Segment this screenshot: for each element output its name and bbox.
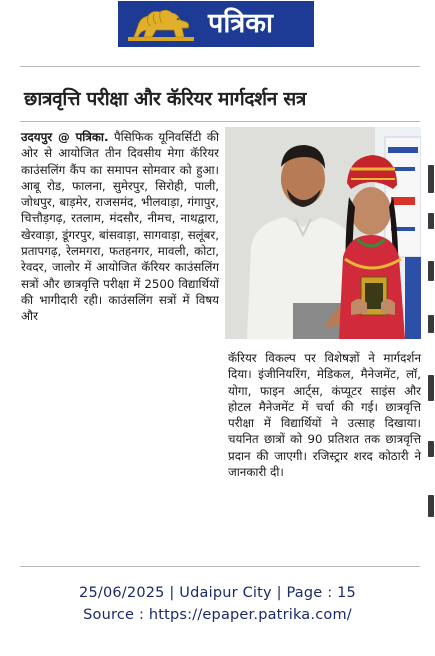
adjacent-page-edge — [428, 165, 435, 555]
article-dateline: उदयपुर @ पत्रिका. — [21, 130, 109, 144]
footer-publication-info: 25/06/2025 | Udaipur City | Page : 15 — [79, 585, 356, 601]
divider-bottom — [20, 566, 420, 567]
masthead-logo — [118, 1, 314, 47]
brand-name: पत्रिका — [208, 8, 273, 39]
article-body-col1: पैसिफिक यूनिवर्सिटी की ओर से आयोजित तीन दिवसीय मेगा कॅरियर काउंसलिंग कैंप का समापन सोमवार को हुआ। आबू रोड, फालना, सुमेरपुर, सिरोही, पाली, जोधपुर, बाड़मेर, राजसमंद, भीलवाड़ा, गंगापुर, चित्तौड़गढ़, रतलाम, मंदसौर, नीमच, नाथद्वारा, खेरवाड़ा, डूंगरपुर, बांसवाड़ा, सागवाड़ा, सलूंबर, प्रतापगढ़, रेलमगरा, फतहनगर, मावली, कोटा, रेवदर, जालोर में आयोजित कॅरियर काउंसलिंग सत्रों और छात्रवृत्ति परीक्षा में 2500 विद्यार्थियों की भागीदारी रही। काउंसलिंग सत्रों में विषय और — [21, 130, 219, 324]
divider-top — [20, 66, 420, 67]
article-headline: छात्रवृत्ति परीक्षा और कॅरियर मार्गदर्शन सत्र — [24, 88, 307, 110]
footer-source: Source : https://epaper.patrika.com/ — [83, 607, 352, 623]
article-photo — [225, 127, 421, 339]
lion-emblem-icon — [126, 4, 196, 44]
article-column-2 — [228, 350, 421, 480]
divider-under-headline — [20, 121, 420, 122]
article-body-col2: कॅरियर विकल्प पर विशेषज्ञों ने मार्गदर्शन दिया। इंजीनियरिंग, मेडिकल, मैनेजमेंट, लॉ, योगा, फाइन आर्ट्स, कंप्यूटर साइंस और होटल मैनेजमेंट में चर्चा की गई। छात्रवृत्ति परीक्षा में विद्यार्थियों ने उत्साह दिखाया। चयनित छात्रों को 90 प्रतिशत तक छात्रवृत्ति प्रदान की जाएगी। रजिस्ट्रार शरद कोठारी ने जानकारी दी। — [228, 351, 421, 480]
article-column-1 — [21, 129, 219, 325]
